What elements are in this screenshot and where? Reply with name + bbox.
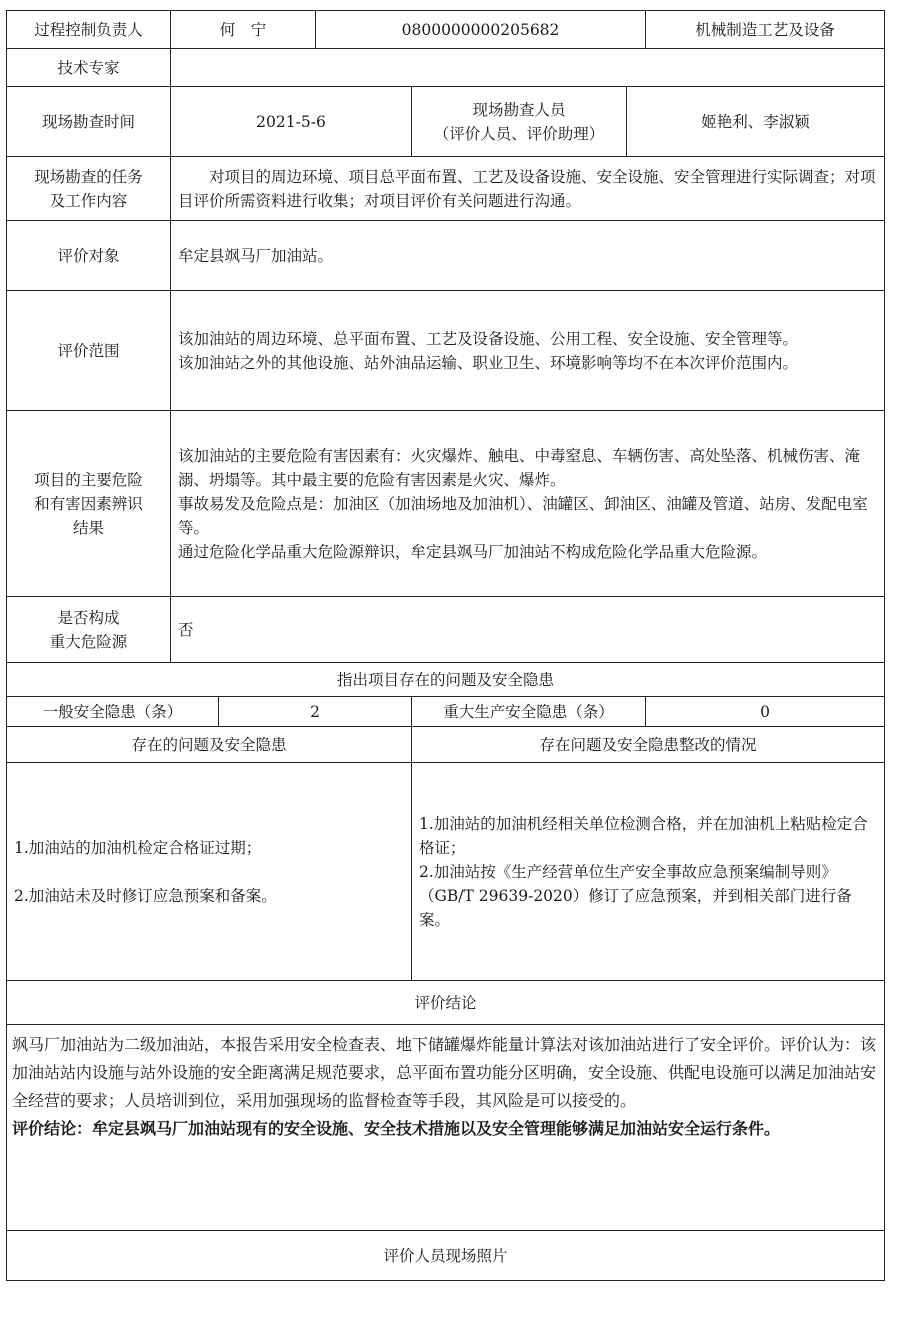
photos-title: 评价人员现场照片 [7, 1231, 885, 1281]
major-hazards-count: 0 [646, 697, 885, 727]
issue-item-1: 1.加油站的加油机检定合格证过期； [14, 838, 262, 857]
major-hazard-label-line1: 是否构成 [57, 608, 120, 627]
hazard-paragraph-1: 该加油站的主要危险有害因素有：火灾爆炸、触电、中毒窒息、车辆伤害、高处坠落、机械伤害、淹溺、坍塌等。其中最主要的危险有害因素是火灾、爆炸。 [178, 446, 861, 489]
evaluation-scope-label: 评价范围 [7, 291, 171, 411]
issues-section-title: 指出项目存在的问题及安全隐患 [7, 663, 885, 697]
conclusion-text [7, 1025, 885, 1231]
controller-id-number: 0800000000205682 [316, 11, 646, 49]
major-hazard-value: 否 [171, 597, 885, 663]
conclusion-paragraph: 飒马厂加油站为二级加油站，本报告采用安全检查表、地下储罐爆炸能量计算法对该加油站进行了安全评价。评价认为：该加油站站内设施与站外设施的安全距离满足规范要求，总平面布置功能分区明确，安全设施、供配电设施可以满足加油站安全经营的要求；人员培训到位，采用加强现场的监督检查等手段，其风险是可以接受的。 [12, 1035, 877, 1110]
survey-tasks-label-line1: 现场勘查的任务 [34, 167, 143, 186]
row-site-survey [7, 87, 885, 157]
row-evaluation-scope [7, 291, 885, 411]
survey-people-label-line2: （评价人员、评价助理） [433, 124, 605, 143]
general-hazards-label: 一般安全隐患（条） [7, 697, 219, 727]
row-issues-content [7, 763, 885, 981]
major-hazard-label-line2: 重大危险源 [49, 632, 128, 651]
evaluation-object-label: 评价对象 [7, 221, 171, 291]
survey-people-label [412, 87, 627, 157]
row-process-controller [7, 11, 885, 49]
rectification-list [412, 763, 885, 981]
row-conclusion-header [7, 981, 885, 1025]
row-hazard-identification [7, 411, 885, 597]
evaluation-object-text: 牟定县飒马厂加油站。 [171, 221, 885, 291]
technical-expert-value [171, 49, 885, 87]
survey-date: 2021-5-6 [171, 87, 412, 157]
row-technical-expert [7, 49, 885, 87]
evaluation-scope-text [171, 291, 885, 411]
major-hazards-label: 重大生产安全隐患（条） [412, 697, 646, 727]
hazard-paragraph-3: 通过危险化学品重大危险源辩识，牟定县飒马厂加油站不构成危险化学品重大危险源。 [178, 542, 768, 561]
technical-expert-label: 技术专家 [7, 49, 171, 87]
survey-tasks-label [7, 157, 171, 221]
conclusion-bold-statement: 评价结论：牟定县飒马厂加油站现有的安全设施、安全技术措施以及安全管理能够满足加油站安全运行条件。 [12, 1119, 781, 1138]
conclusion-title: 评价结论 [7, 981, 885, 1025]
controller-name: 何 宁 [171, 11, 316, 49]
scope-paragraph-1: 该加油站的周边环境、总平面布置、工艺及设备设施、公用工程、安全设施、安全管理等。 [178, 329, 799, 348]
issue-item-2: 2.加油站未及时修订应急预案和备案。 [14, 886, 277, 905]
hazard-paragraph-2: 事故易发及危险点是：加油区（加油场地及加油机）、油罐区、卸油区、油罐及管道、站房、发配电室等。 [178, 494, 868, 537]
row-photos-header [7, 1231, 885, 1281]
hazard-identification-text [171, 411, 885, 597]
hazard-label-line2: 和有害因素辨识 [34, 494, 143, 513]
rectification-column-header: 存在问题及安全隐患整改的情况 [412, 727, 885, 763]
rectification-item-1: 1.加油站的加油机经相关单位检测合格，并在加油机上粘贴检定合格证； [419, 814, 868, 857]
scope-paragraph-2: 该加油站之外的其他设施、站外油品运输、职业卫生、环境影响等均不在本次评价范围内。 [178, 353, 799, 372]
row-hazard-counts [7, 697, 885, 727]
survey-people-label-line1: 现场勘查人员 [472, 100, 566, 119]
row-survey-tasks [7, 157, 885, 221]
issues-list [7, 763, 412, 981]
row-evaluation-object [7, 221, 885, 291]
hazard-identification-label [7, 411, 171, 597]
rectification-item-2: 2.加油站按《生产经营单位生产安全事故应急预案编制导则》（GB/T 29639-2020）修订了应急预案，并到相关部门进行备案。 [419, 862, 852, 929]
general-hazards-count: 2 [219, 697, 412, 727]
issues-column-header: 存在的问题及安全隐患 [7, 727, 412, 763]
row-major-hazard [7, 597, 885, 663]
report-page [6, 10, 884, 1281]
survey-tasks-label-line2: 及工作内容 [49, 191, 128, 210]
row-issues-columns [7, 727, 885, 763]
major-hazard-label [7, 597, 171, 663]
process-controller-label: 过程控制负责人 [7, 11, 171, 49]
hazard-label-line1: 项目的主要危险 [34, 470, 143, 489]
row-conclusion-content [7, 1025, 885, 1231]
survey-people: 姬艳利、李淑颖 [627, 87, 885, 157]
evaluation-table [6, 10, 885, 1281]
survey-tasks-text: 对项目的周边环境、项目总平面布置、工艺及设备设施、安全设施、安全管理进行实际调查；对项目评价所需资料进行收集；对项目评价有关问题进行沟通。 [171, 157, 885, 221]
hazard-label-line3: 结果 [72, 518, 104, 537]
row-issues-header [7, 663, 885, 697]
controller-specialty: 机械制造工艺及设备 [646, 11, 885, 49]
survey-time-label: 现场勘查时间 [7, 87, 171, 157]
